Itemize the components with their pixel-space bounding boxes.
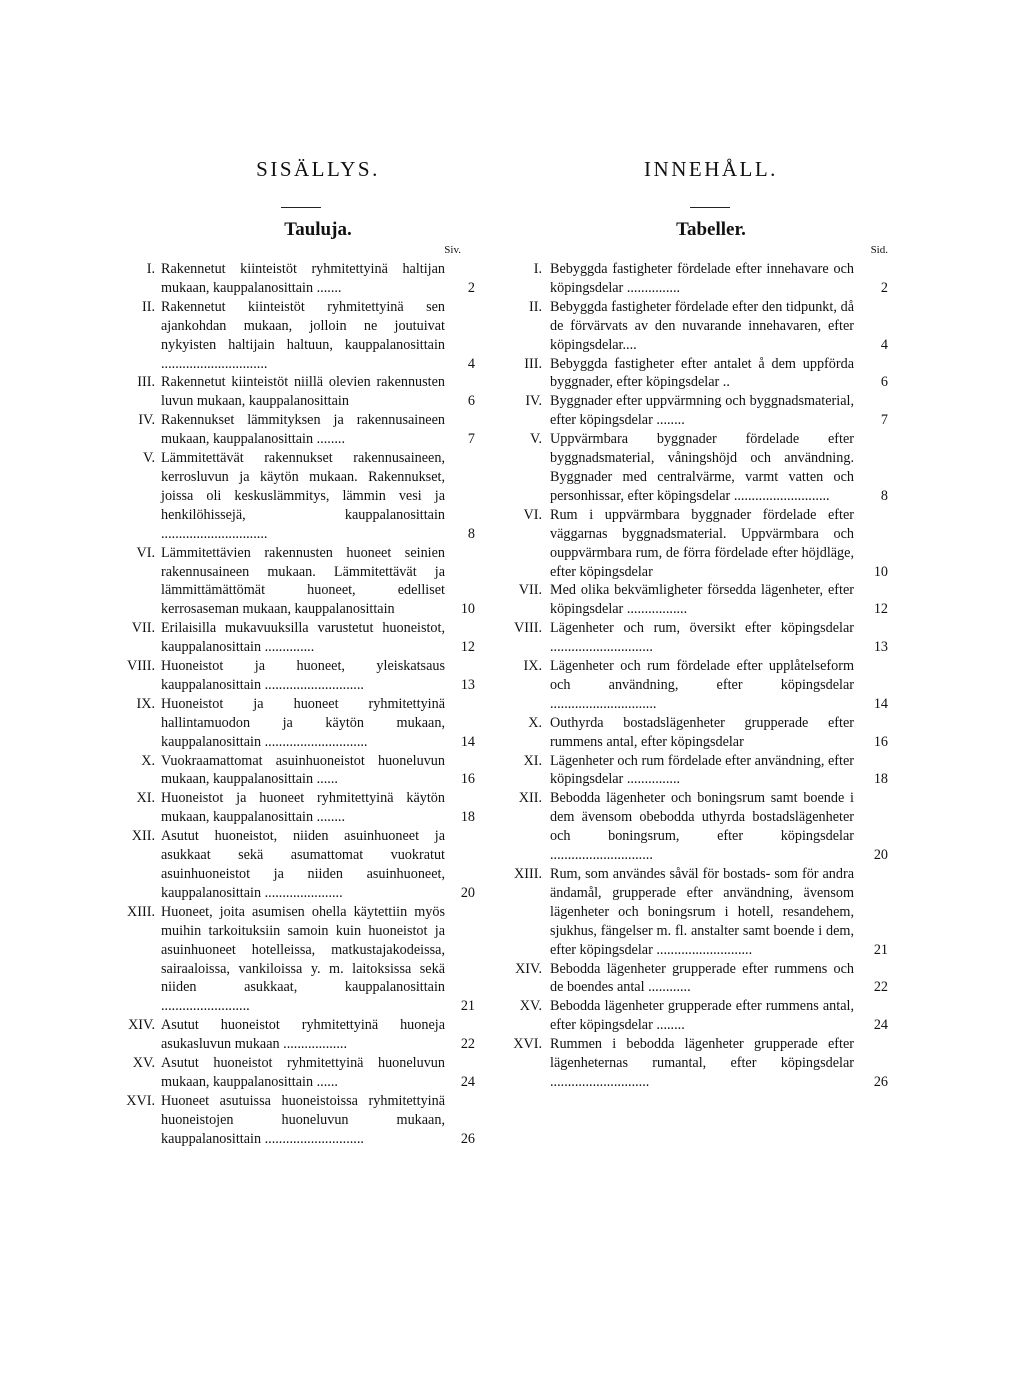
entry-number: XIII. [514, 866, 542, 882]
entry-number: III. [524, 355, 542, 372]
toc-entry [506, 298, 888, 355]
entry-number: XII. [131, 828, 155, 845]
entry-title: Med olika bekvämligheter försedda lägenheter, efter köpingsdelar ................. [550, 582, 854, 618]
entry-title: Bebyggda fastigheter efter antalet å dem uppförda byggnader, efter köpingsdelar .. [550, 355, 854, 391]
entry-title: Huoneet asutuissa huoneistoissa ryhmitettyinä huoneistojen huoneluvun mukaan, kauppalanosittain ............................ [161, 1092, 445, 1147]
entry-number: XIV. [128, 1017, 155, 1034]
toc-entry [121, 298, 475, 374]
entry-page-number: 10 [873, 563, 888, 580]
entry-title: Huoneistot ja huoneet ryhmitettyinä hallintamuodon ja käytön mukaan, kauppalanosittain ............................. [161, 695, 445, 750]
page-column-label: Sid. [870, 244, 888, 256]
entry-number: XI. [523, 752, 542, 769]
toc-entry [506, 1035, 888, 1092]
entry-number: XII. [518, 790, 542, 807]
toc-entry [506, 430, 888, 506]
toc-entry [121, 827, 475, 903]
toc-entry [121, 752, 475, 790]
toc-entry [506, 506, 888, 582]
title-divider [690, 207, 730, 208]
toc-list [506, 260, 888, 1092]
toc-entry [506, 657, 888, 714]
entry-number: IX. [523, 658, 542, 675]
entry-number: XV. [519, 998, 542, 1015]
entry-title: Bebyggda fastigheter fördelade efter innehavare och köpingsdelar ............... [550, 261, 854, 296]
page-title: SISÄLLYS. [256, 157, 380, 181]
toc-entry [506, 960, 888, 998]
entry-page-number: 24 [460, 1073, 475, 1090]
toc-entry [506, 997, 888, 1035]
entry-title: Huoneistot ja huoneet ryhmitettyinä käytön mukaan, kauppalanosittain ........ [161, 790, 445, 826]
entry-page-number: 21 [873, 941, 888, 958]
entry-number: X. [528, 714, 542, 731]
toc-entry [506, 619, 888, 657]
entry-title: Erilaisilla mukavuuksilla varustetut huoneistot, kauppalanosittain .............. [161, 620, 445, 656]
entry-number: I. [146, 261, 155, 277]
entry-page-number: 26 [873, 1073, 888, 1090]
entry-number: XIV. [515, 960, 542, 977]
entry-page-number: 14 [873, 695, 888, 712]
toc-entry [121, 903, 475, 1016]
section-title: Tabeller. [676, 219, 746, 240]
toc-entry [121, 373, 475, 411]
entry-title: Asutut huoneistot ryhmitettyinä huoneluvun mukaan, kauppalanosittain ...... [161, 1055, 445, 1090]
entry-title: Byggnader efter uppvärmning och byggnadsmaterial, efter köpingsdelar ........ [550, 393, 854, 429]
entry-number: XVI. [126, 1092, 155, 1109]
entry-page-number: 13 [460, 676, 475, 693]
entry-title: Bebodda lägenheter och boningsrum samt boende i dem ävensom obebodda uthyrda bostadslägenheter och boningsrum, efter köpingsdelar ............................. [550, 790, 854, 864]
entry-title: Huoneet, joita asumisen ohella käytettiin myös muihin tarkoituksiin samoin kuin huoneistot ja asuinhuoneet hotelleissa, matkustajakodeissa, sairaaloissa, vankiloissa y. m. laitoksissa sekä niiden asukkaat, kauppalanosittain ......................... [161, 903, 445, 1015]
entry-page-number: 22 [460, 1036, 475, 1053]
entry-page-number: 26 [460, 1130, 475, 1147]
toc-entry [506, 865, 888, 960]
toc-entry [121, 1054, 475, 1092]
entry-number: VIII. [127, 658, 155, 675]
entry-page-number: 10 [460, 601, 475, 618]
toc-entry [121, 260, 475, 298]
entry-number: VIII. [514, 620, 542, 637]
entry-page-number: 21 [460, 998, 475, 1015]
toc-entry [121, 657, 475, 695]
entry-number: IX. [136, 695, 155, 712]
toc-entry [121, 449, 475, 544]
entry-title: Uppvärmbara byggnader fördelade efter byggnadsmaterial, våningshöjd och användning. Byggnader med centralvärme, varmt vatten och personhissar, efter köpingsdelar ........................... [550, 431, 854, 504]
toc-entry [121, 695, 475, 752]
entry-page-number: 20 [460, 884, 475, 901]
toc-entry [506, 752, 888, 790]
entry-number: XI. [136, 790, 155, 807]
entry-title: Asutut huoneistot, niiden asuinhuoneet ja asukkaat sekä asumattomat vuokratut asuinhuoneistot ja niiden asuinhuoneet, kauppalanosittain ...................... [161, 828, 445, 901]
entry-number: I. [533, 261, 542, 277]
entry-number: II. [142, 298, 155, 315]
section-title: Tauluja. [284, 219, 352, 240]
entry-page-number: 2 [880, 279, 888, 296]
toc-entry [121, 1092, 475, 1149]
entry-page-number: 16 [873, 733, 888, 750]
toc-entry [121, 1016, 475, 1054]
entry-page-number: 12 [460, 639, 475, 656]
toc-entry [506, 581, 888, 619]
toc-entry [506, 392, 888, 430]
entry-page-number: 16 [460, 771, 475, 788]
page-title: INNEHÅLL. [644, 157, 778, 181]
toc-entry [121, 619, 475, 657]
entry-number: V. [530, 431, 542, 448]
entry-title: Rakennetut kiinteistöt ryhmitettyinä haltijan mukaan, kauppalanosittain ....... [161, 261, 445, 296]
entry-number: XIII. [127, 903, 155, 920]
entry-page-number: 20 [873, 847, 888, 864]
entry-number: XV. [132, 1055, 155, 1072]
entry-number: XVI. [513, 1036, 542, 1053]
toc-entry [506, 260, 888, 298]
entry-page-number: 24 [873, 1017, 888, 1034]
entry-number: VII. [131, 620, 155, 637]
entry-page-number: 7 [467, 431, 475, 448]
entry-title: Rakennetut kiinteistöt niillä olevien rakennusten luvun mukaan, kauppalanosittain [161, 374, 445, 410]
entry-number: X. [141, 752, 155, 769]
entry-title: Asutut huoneistot ryhmitettyinä huoneja asukasluvun mukaan .................. [161, 1017, 445, 1053]
title-divider [281, 207, 321, 208]
entry-page-number: 12 [873, 601, 888, 618]
entry-title: Rakennukset lämmityksen ja rakennusaineen mukaan, kauppalanosittain ........ [161, 412, 445, 448]
entry-title: Rummen i bebodda lägenheter grupperade efter lägenheternas rumantal, efter köpingsdelar ............................ [550, 1036, 854, 1090]
entry-title: Rum i uppvärmbara byggnader fördelade efter väggarnas byggnadsmaterial. Uppvärmbara och ouppvärmbara rum, de förra fördelade efter höjdläge, efter köpingsdelar [550, 506, 854, 580]
entry-title: Huoneistot ja huoneet, yleiskatsaus kauppalanosittain ............................ [161, 658, 445, 693]
entry-number: III. [137, 374, 155, 391]
entry-title: Lägenheter och rum fördelade efter användning, efter köpingsdelar ............... [550, 752, 854, 788]
entry-page-number: 6 [467, 393, 475, 410]
entry-page-number: 4 [880, 336, 888, 353]
entry-title: Vuokraamattomat asuinhuoneistot huoneluvun mukaan, kauppalanosittain ...... [161, 752, 445, 788]
entry-page-number: 8 [467, 525, 475, 542]
entry-number: V. [143, 450, 155, 467]
entry-page-number: 22 [873, 979, 888, 996]
entry-title: Lämmitettävien rakennusten huoneet seinien rakennusaineen mukaan. Lämmitettävät ja lämmittämättömät huoneet, edelliset kerrosaseman mukaan, kauppalanosittain [161, 544, 445, 618]
entry-page-number: 7 [880, 412, 888, 429]
toc-entry [506, 714, 888, 752]
toc-entry [506, 789, 888, 865]
toc-entry [121, 789, 475, 827]
entry-title: Rum, som användes såväl för bostads- som för andra ändamål, grupperade efter användning, ävensom lägenheter och boningsrum i hotell, resandehem, sjukhus, fängelser m. fl. anstalter samt boende i dem, efter köpingsdelar ........................... [550, 866, 854, 958]
entry-number: IV. [525, 393, 542, 410]
entry-number: VI. [523, 506, 542, 523]
toc-entry [121, 544, 475, 620]
entry-title: Lägenheter och rum fördelade efter upplåtelseform och användning, efter köpingsdelar .............................. [550, 658, 854, 712]
entry-page-number: 14 [460, 733, 475, 750]
entry-number: VI. [136, 544, 155, 561]
entry-page-number: 8 [880, 487, 888, 504]
toc-entry [121, 411, 475, 449]
toc-entry [506, 355, 888, 393]
entry-title: Bebodda lägenheter grupperade efter rummens och de boendes antal ............ [550, 960, 854, 996]
entry-title: Lägenheter och rum, översikt efter köpingsdelar ............................. [550, 620, 854, 656]
page-column-label: Siv. [444, 244, 461, 256]
entry-page-number: 18 [873, 771, 888, 788]
entry-page-number: 18 [460, 809, 475, 826]
entry-number: VII. [518, 582, 542, 599]
toc-list [121, 260, 475, 1149]
entry-title: Bebyggda fastigheter fördelade efter den tidpunkt, då de förvärvats av den nuvarande innehavaren, efter köpingsdelar.... [550, 298, 854, 353]
entry-number: IV. [138, 412, 155, 429]
entry-page-number: 4 [467, 355, 475, 372]
entry-page-number: 2 [467, 279, 475, 296]
entry-title: Bebodda lägenheter grupperade efter rummens antal, efter köpingsdelar ........ [550, 998, 854, 1034]
entry-number: II. [529, 298, 542, 315]
entry-title: Rakennetut kiinteistöt ryhmitettyinä sen ajankohdan mukaan, jolloin ne joutuivat nykyisten haltijain haltuun, kauppalanosittain .............................. [161, 298, 445, 372]
entry-title: Outhyrda bostadslägenheter grupperade efter rummens antal, efter köpingsdelar [550, 714, 854, 750]
entry-title: Lämmitettävät rakennukset rakennusaineen, kerrosluvun ja käytön mukaan. Rakennukset, joissa oli keskuslämmitys, lämmin vesi ja henkilöhissejä, kauppalanosittain .............................. [161, 450, 445, 542]
entry-page-number: 13 [873, 639, 888, 656]
entry-page-number: 6 [880, 374, 888, 391]
